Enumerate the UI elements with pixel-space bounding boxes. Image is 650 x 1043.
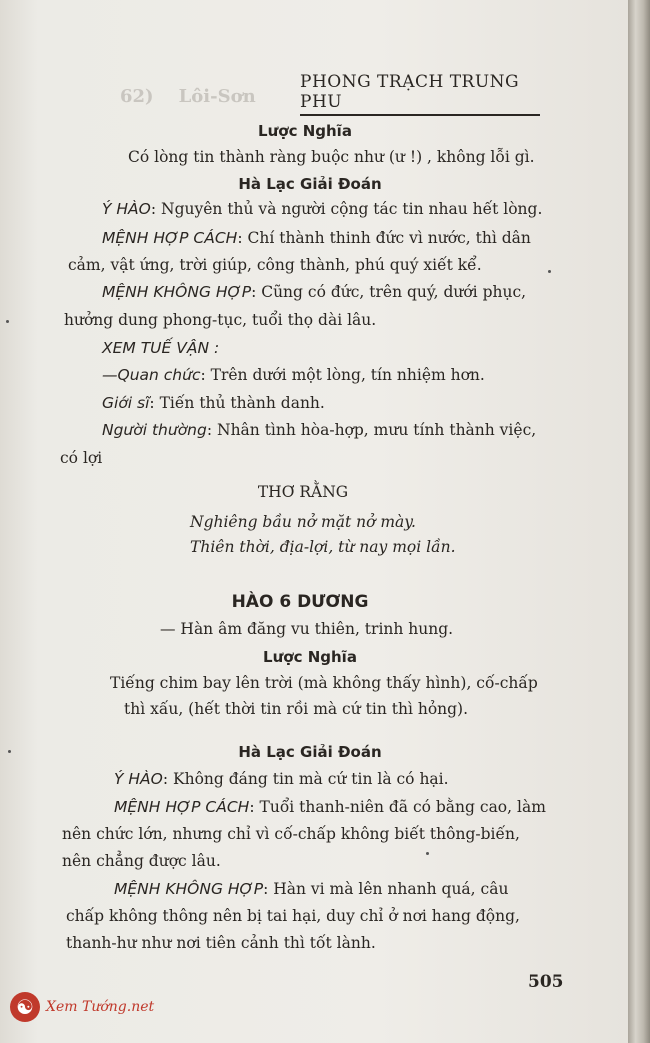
paragraph — [114, 880, 508, 898]
ink-speck — [426, 852, 429, 855]
term-text: : Trên dưới một lòng, tín nhiệm hơn. — [200, 366, 485, 384]
term-text: : Tuổi thanh-niên đã có bằng cao, làm — [249, 798, 546, 816]
paragraph-continuation: chấp không thông nên bị tai hại, duy chỉ ở nơi hang động, — [66, 907, 520, 925]
poem-title: THƠ RẰNG — [257, 483, 349, 501]
term-label: MỆNH HỢP CÁCH — [102, 229, 238, 247]
paragraph-continuation: nên chẳng được lâu. — [62, 852, 221, 870]
section-title: Lược Nghĩa — [263, 648, 357, 666]
section-title: Lược Nghĩa — [258, 122, 352, 140]
term-label: Người thường — [102, 421, 207, 439]
paragraph-continuation: thanh-hư như nơi tiên cảnh thì tốt lành. — [66, 934, 376, 952]
ink-speck — [6, 320, 9, 323]
section-title: Hà Lạc Giải Đoán — [238, 743, 382, 761]
term-label: Ý HÀO — [102, 200, 151, 218]
paragraph-continuation: nên chức lớn, nhưng chỉ vì cố-chấp không biết thông-biến, — [62, 825, 520, 843]
paragraph-continuation: thì xấu, (hết thời tin rồi mà cứ tin thì hỏng). — [124, 700, 469, 718]
book-spine — [628, 0, 650, 1043]
ink-speck — [8, 750, 11, 753]
paragraph — [114, 798, 546, 816]
yin-yang-icon: ☯ — [10, 992, 40, 1022]
paragraph — [102, 229, 531, 247]
term-text: : Tiến thủ thành danh. — [149, 394, 325, 412]
running-header: PHONG TRẠCH TRUNG PHU — [300, 72, 540, 116]
site-watermark — [10, 992, 154, 1022]
term-label: MỆNH HỢP CÁCH — [114, 798, 250, 816]
term-text: : Nguyên thủ và người cộng tác tin nhau hết lòng. — [150, 200, 543, 218]
paragraph-continuation: cảm, vật ứng, trời giúp, công thành, phú quý xiết kể. — [68, 256, 482, 274]
watermark-text: Xem Tướng.net — [46, 999, 155, 1015]
paragraph — [114, 770, 449, 788]
term-text: : Không đáng tin mà cứ tin là có hại. — [162, 770, 449, 788]
term-label: XEM TUẾ VẬN : — [102, 339, 220, 357]
paragraph — [102, 200, 542, 218]
hao-subtitle: — Hàn âm đăng vu thiên, trinh hung. — [160, 620, 454, 638]
bleed-through: 62) Lôi-Sơn — [120, 86, 256, 107]
paragraph: Tiếng chim bay lên trời (mà không thấy hình), cố-chấp — [110, 674, 538, 692]
term-text: : Hàn vi mà lên nhanh quá, câu — [263, 880, 509, 898]
term-label: MỆNH KHÔNG HỢP — [114, 880, 264, 898]
term-label: —Quan chức — [102, 366, 201, 384]
term-label: MỆNH KHÔNG HỢP — [102, 283, 252, 301]
poem-line: Nghiêng bầu nở mặt nở mày. — [190, 513, 416, 531]
term-text: : Cũng có đức, trên quý, dưới phục, — [251, 283, 527, 301]
term-label: Ý HÀO — [114, 770, 163, 788]
paragraph — [102, 283, 526, 301]
term-text: : Chí thành thinh đức vì nước, thì dân — [237, 229, 531, 247]
paragraph — [102, 421, 536, 439]
term-label: Giới sĩ — [102, 394, 150, 412]
hao-heading: HÀO 6 DƯƠNG — [231, 592, 369, 612]
paragraph — [102, 394, 325, 412]
paragraph: Có lòng tin thành ràng buộc như (ư !) , không lỗi gì. — [128, 148, 535, 166]
term-text: : Nhân tình hòa-hợp, mưu tính thành việc, — [206, 421, 537, 439]
paragraph-continuation: có lợi — [60, 449, 103, 467]
paragraph — [102, 366, 485, 384]
paragraph-continuation: hưởng dung phong-tục, tuổi thọ dài lâu. — [64, 311, 377, 329]
ink-speck — [548, 270, 551, 273]
poem-line: Thiên thời, địa-lợi, từ nay mọi lần. — [190, 538, 456, 556]
page-number: 505 — [528, 972, 564, 992]
section-title: Hà Lạc Giải Đoán — [238, 175, 382, 193]
